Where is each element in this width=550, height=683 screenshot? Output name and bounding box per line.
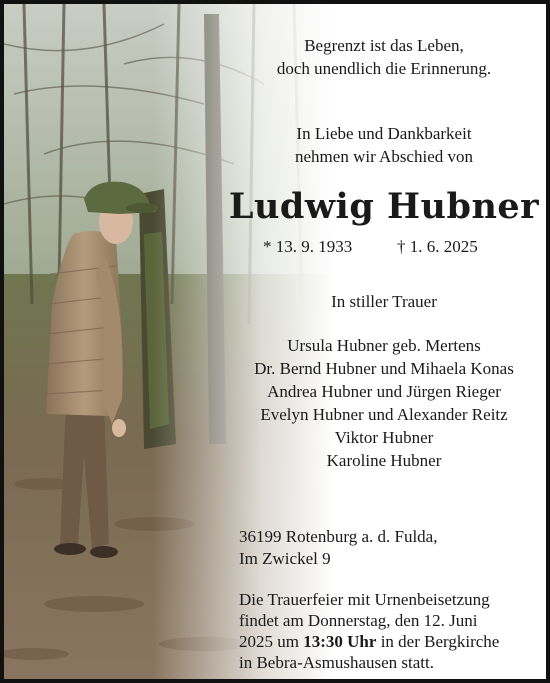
birth-date: * 13. 9. 1933 — [263, 237, 353, 256]
death-date: † 1. 6. 2025 — [397, 237, 478, 256]
farewell-intro — [219, 122, 549, 168]
address-line-2: Im Zwickel 9 — [239, 549, 331, 568]
notice-text — [4, 4, 550, 683]
family-address — [239, 526, 437, 570]
address-line-1: 36199 Rotenburg a. d. Fulda, — [239, 527, 438, 546]
intro-line-1: In Liebe und Dankbarkeit — [296, 124, 472, 143]
service-line-4: in Bebra-Asmushausen statt. — [239, 653, 434, 672]
service-time: 13:30 Uhr — [303, 632, 377, 651]
intro-line-2: nehmen wir Abschied von — [295, 147, 473, 166]
service-line-2: findet am Donnerstag, den 12. Juni — [239, 611, 478, 630]
mourner-item: Viktor Hubner — [334, 428, 434, 447]
mourner-item: Dr. Bernd Hubner und Mihaela Konas — [254, 359, 514, 378]
service-line-3 — [239, 631, 535, 652]
life-dates — [219, 237, 549, 261]
service-date-text: 2025 um — [239, 632, 304, 651]
mourners-list — [219, 334, 549, 472]
memorial-motto — [219, 34, 549, 80]
mourning-heading: In stiller Trauer — [331, 292, 437, 311]
service-line-1: Die Trauerfeier mit Urnenbeisetzung — [239, 590, 490, 609]
service-location-text: in der Bergkirche — [376, 632, 500, 651]
mourner-item: Andrea Hubner und Jürgen Rieger — [267, 382, 501, 401]
funeral-service-info — [239, 589, 535, 673]
mourner-item: Ursula Hubner geb. Mertens — [287, 336, 481, 355]
deceased-name: Ludwig Hubner — [228, 186, 540, 227]
mourner-item: Evelyn Hubner und Alexander Reitz — [260, 405, 508, 424]
motto-line-2: doch unendlich die Erinnerung. — [276, 59, 492, 78]
motto-line-1: Begrenzt ist das Leben, — [304, 36, 464, 55]
mourner-item: Karoline Hubner — [326, 451, 442, 470]
